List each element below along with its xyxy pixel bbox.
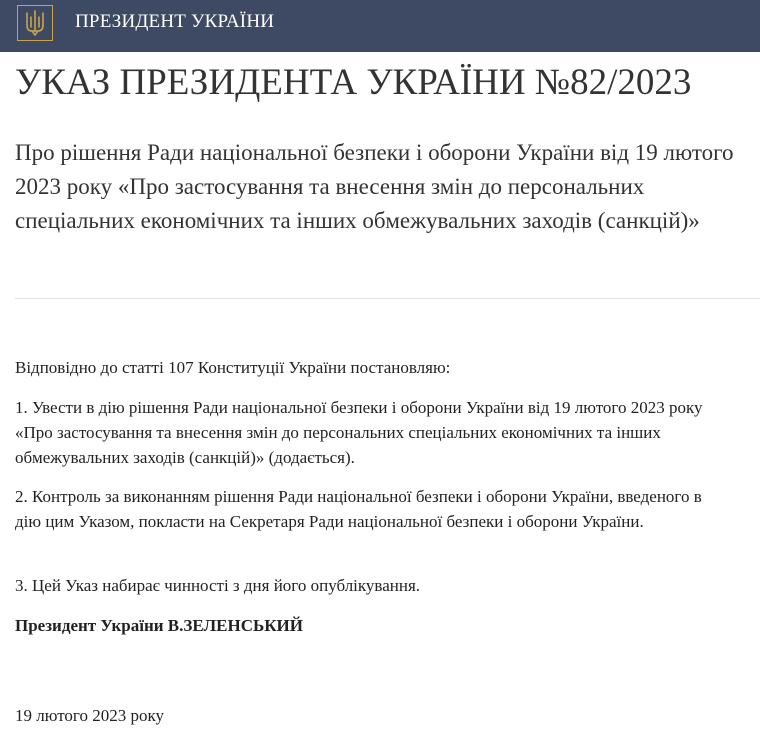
document-date: 19 лютого 2023 року (15, 706, 164, 725)
divider (15, 298, 760, 299)
page-title: УКАЗ ПРЕЗИДЕНТА УКРАЇНИ №82/2023 (15, 62, 692, 103)
point-2-paragraph: 2. Контроль за виконанням рішення Ради національної безпеки і оборони України, введеного в дію цим Указом, покласти на Секретаря Ради національної безпеки і оборони України. (15, 487, 702, 531)
point-3-paragraph: 3. Цей Указ набирає чинності з дня його опублікування. (15, 576, 421, 595)
trident-icon[interactable] (17, 5, 53, 41)
document-subtitle: Про рішення Ради національної безпеки і оборони України від 19 лютого 2023 року «Про застосування та внесення змін до персональних спеціальних економічних та інших обмежувальних заходів (санкцій)» (15, 140, 734, 233)
point-1-paragraph: 1. Увести в дію рішення Ради національної безпеки і оборони України від 19 лютого 2023 року «Про застосування та внесення змін до персональних спеціальних економічних та інших обмежувальних заходів (санкцій)» (додається). (15, 398, 703, 467)
site-title-link[interactable]: ПРЕЗИДЕНТ УКРАЇНИ (75, 11, 275, 32)
intro-paragraph: Відповідно до статті 107 Конституції України постановляю: (15, 358, 451, 377)
site-header (0, 0, 760, 52)
signature: Президент України В.ЗЕЛЕНСЬКИЙ (15, 616, 303, 635)
